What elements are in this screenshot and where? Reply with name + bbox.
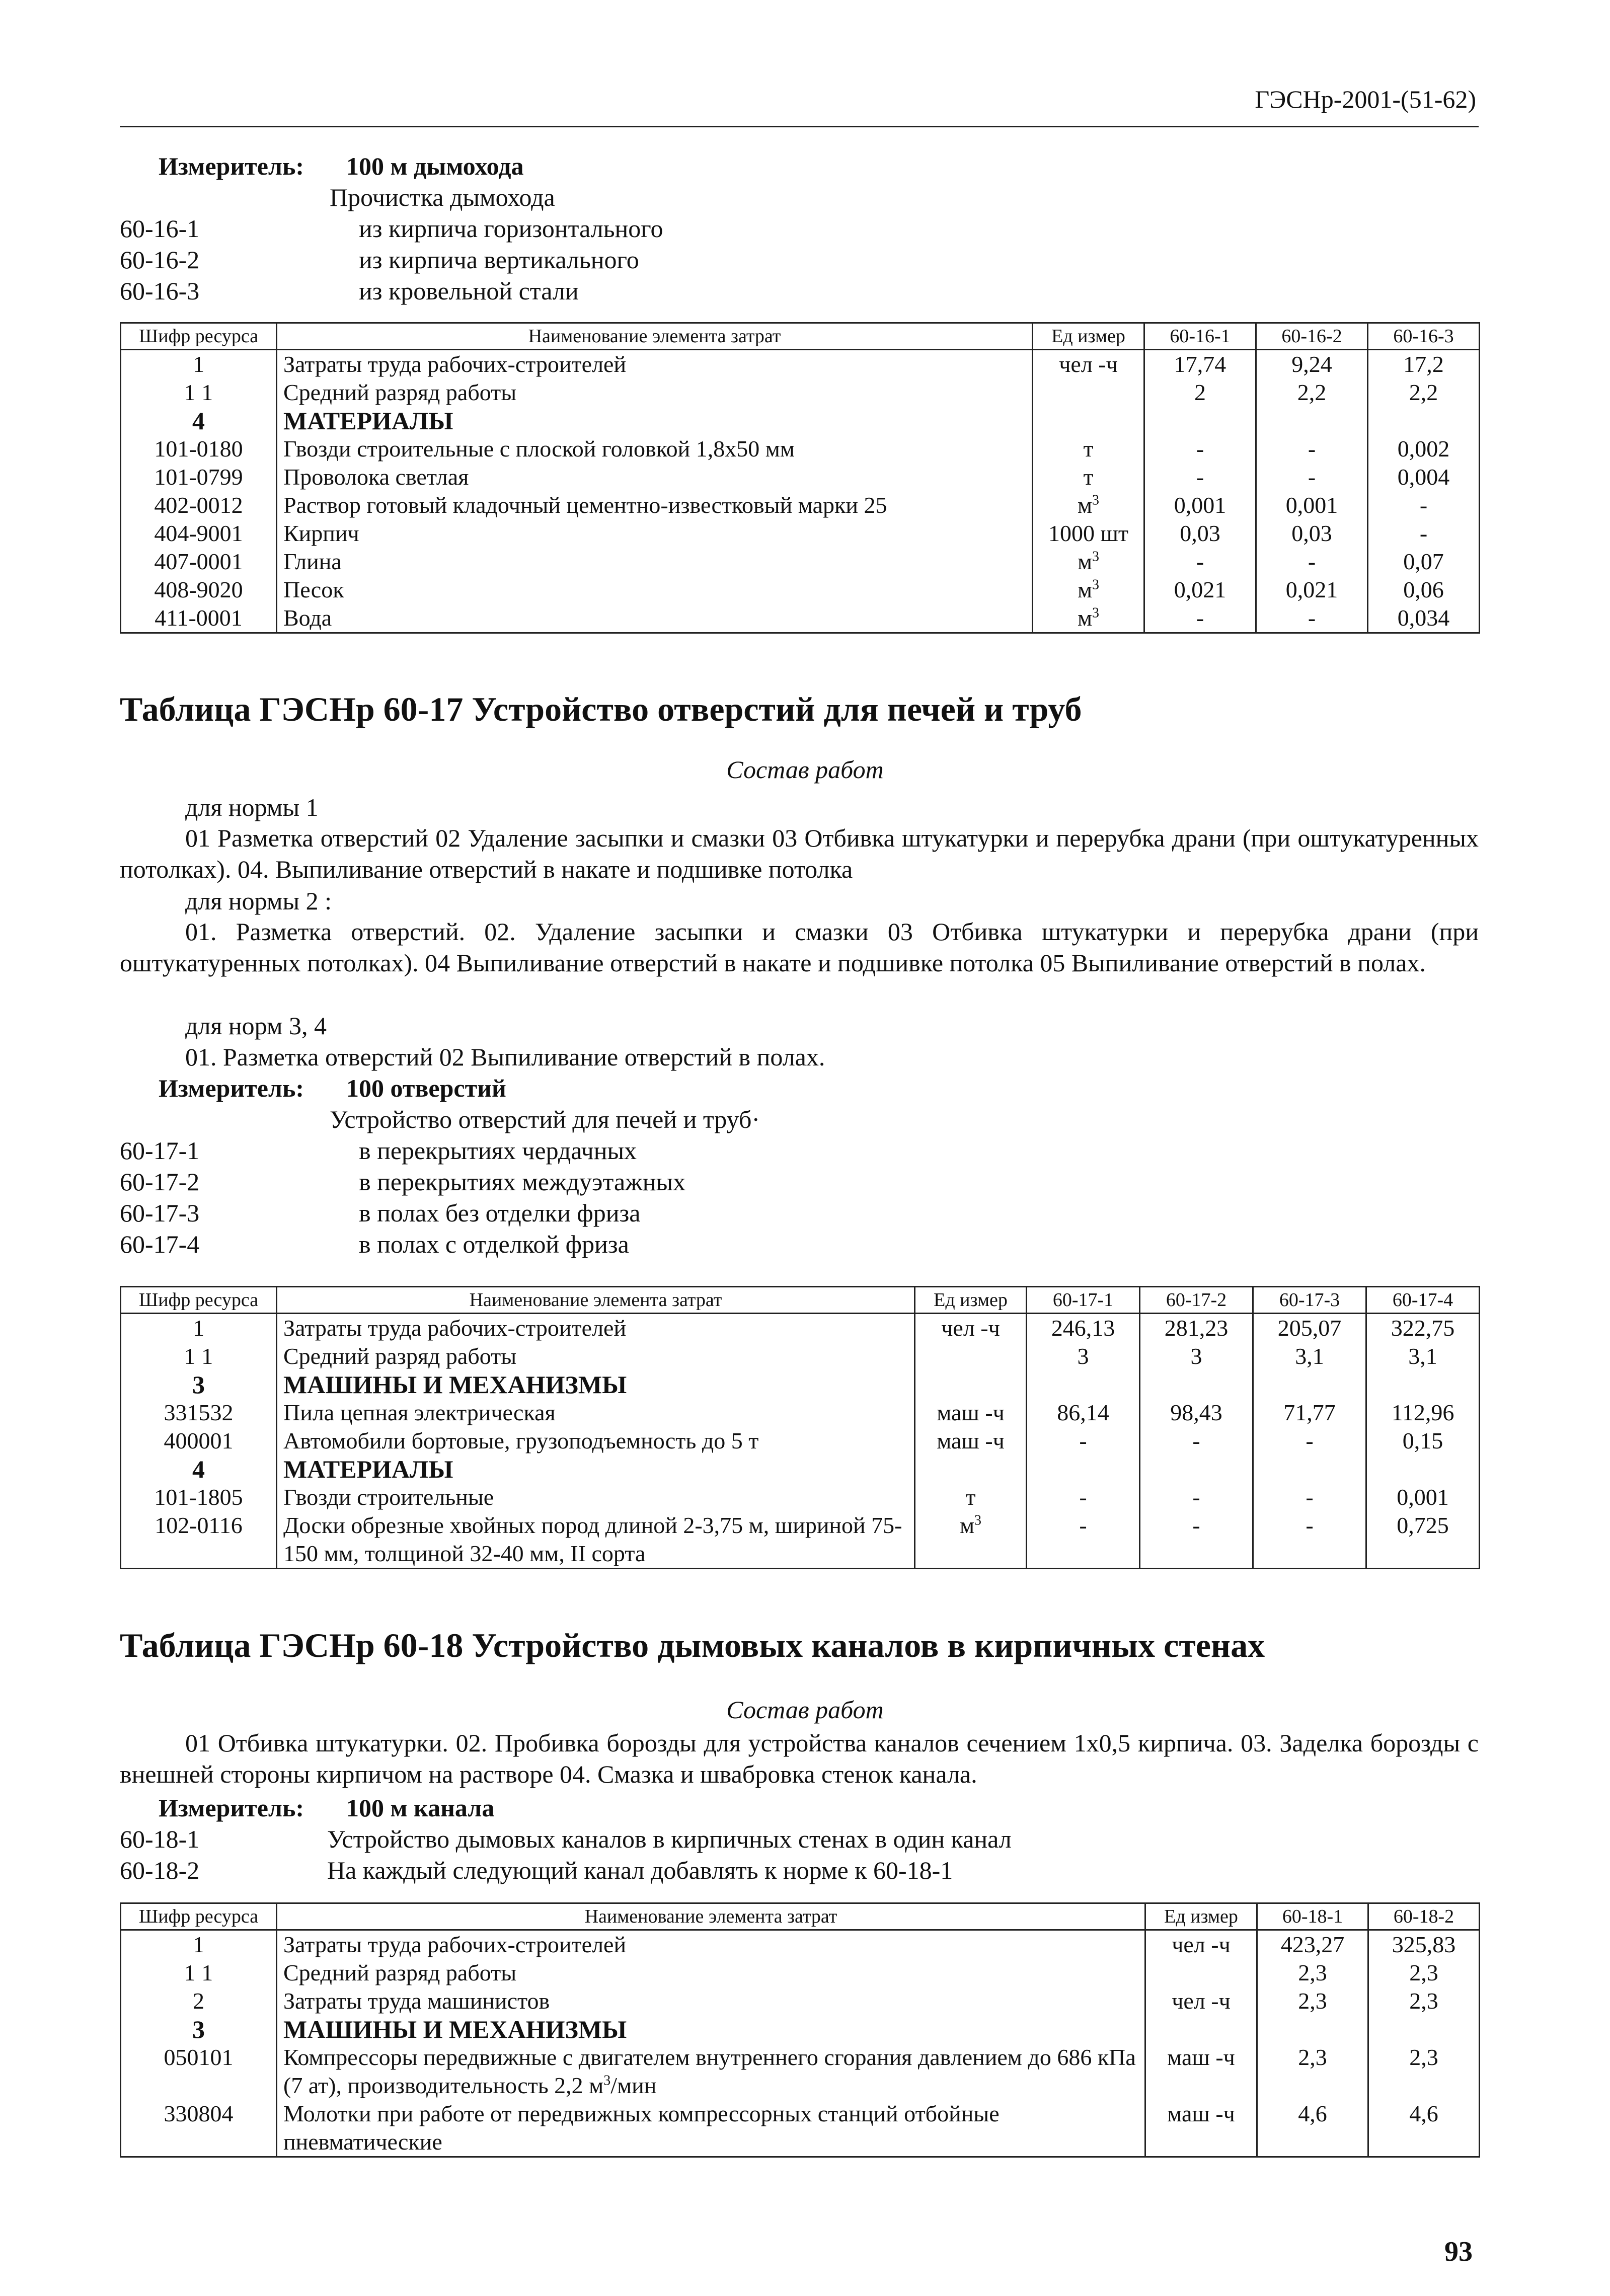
- cost-element-name: Молотки при работе от передвижных компрессорных станций отбойные пневматические: [277, 2100, 1145, 2157]
- norm-value: -: [1256, 604, 1368, 633]
- norm-value: 17,74: [1144, 350, 1256, 379]
- norm-value: 98,43: [1140, 1399, 1253, 1427]
- norm-group-17: Устройство отверстий для печей и труб·: [330, 1105, 760, 1133]
- column-header: Ед измер: [1033, 323, 1144, 350]
- norm-code: 60-16-1: [120, 214, 200, 243]
- column-header: 60-17-4: [1366, 1287, 1480, 1314]
- resource-code: 101-1805: [121, 1483, 277, 1511]
- norm-code: 60-17-1: [120, 1136, 200, 1165]
- norm-value: 3,1: [1253, 1342, 1366, 1370]
- norm-value: 0,021: [1144, 576, 1256, 604]
- column-header: Шифр ресурса: [121, 1903, 277, 1930]
- norm-value: [1140, 1370, 1253, 1399]
- unit: чел -ч: [915, 1314, 1027, 1343]
- resource-code: 3: [121, 2015, 277, 2043]
- norm-name: в полах без отделки фриза: [359, 1199, 641, 1227]
- resource-code: 2: [121, 1987, 277, 2015]
- norm-value: -: [1144, 548, 1256, 576]
- table-row: [121, 604, 1480, 633]
- norm-value: [1366, 1370, 1480, 1399]
- norm-value: 0,004: [1368, 463, 1480, 491]
- unit: [915, 1342, 1027, 1370]
- norm-value: [1253, 1455, 1366, 1483]
- norm-value: -: [1027, 1483, 1140, 1511]
- cost-element-name: Компрессоры передвижные с двигателем внутреннего сгорания давлением до 686 кПа (7 ат), производительность 2,2 $м^3$/мин: [277, 2043, 1145, 2100]
- norm1-text: 01 Разметка отверстий 02 Удаление засыпки и смазки 03 Отбивка штукатурки и перерубка драни (при оштукатуренных потолках). 04. Выпиливание отверстий в накате и подшивке потолка: [120, 824, 1479, 883]
- norm-code: 60-17-2: [120, 1168, 200, 1196]
- column-header: 60-17-3: [1253, 1287, 1366, 1314]
- norm-value: [1368, 2015, 1480, 2043]
- table-row: [121, 2015, 1480, 2043]
- table-row: [121, 463, 1480, 491]
- cost-element-name: МАШИНЫ И МЕХАНИЗМЫ: [277, 2015, 1145, 2043]
- norm-value: 205,07: [1253, 1314, 1366, 1343]
- norm-code: 60-18-2: [120, 1856, 200, 1884]
- norm-name: в полах с отделкой фриза: [359, 1230, 629, 1258]
- norm-value: 0,001: [1366, 1483, 1480, 1511]
- cost-element-name: Проволока светлая: [277, 463, 1033, 491]
- cost-element-name: Средний разряд работы: [277, 378, 1033, 407]
- norm-value: -: [1368, 491, 1480, 519]
- unit: $м^3$: [1033, 604, 1144, 633]
- norm-value: 0,06: [1368, 576, 1480, 604]
- norm-name: из кирпича горизонтального: [359, 214, 663, 243]
- cost-element-name: МАТЕРИАЛЫ: [277, 407, 1033, 435]
- table-row: [121, 548, 1480, 576]
- norm-value: 2,3: [1257, 1987, 1368, 2015]
- norm34-text: 01. Разметка отверстий 02 Выпиливание отверстий в полах.: [185, 1043, 825, 1071]
- resource-code: 1: [121, 350, 277, 379]
- meter-value-18: 100 м канала: [346, 1794, 495, 1822]
- norm-value: [1257, 2015, 1368, 2043]
- norm-value: -: [1256, 548, 1368, 576]
- norm-value: 325,83: [1368, 1930, 1480, 1959]
- column-header: 60-16-2: [1256, 323, 1368, 350]
- norm2-label: для нормы 2 :: [185, 887, 332, 915]
- norm-value: 0,15: [1366, 1427, 1480, 1455]
- unit: т: [1033, 435, 1144, 463]
- column-header: 60-16-3: [1368, 323, 1480, 350]
- table-row: [121, 1314, 1480, 1343]
- norm-code: 60-16-3: [120, 277, 200, 305]
- column-header: 60-17-1: [1027, 1287, 1140, 1314]
- unit: т: [1033, 463, 1144, 491]
- column-header: Наименование элемента затрат: [277, 323, 1033, 350]
- unit: [915, 1370, 1027, 1399]
- page-header: ГЭСНр-2001-(51-62): [1255, 85, 1476, 113]
- norm-name: из кровельной стали: [359, 277, 579, 305]
- resource-code: 1 1: [121, 378, 277, 407]
- norm-value: -: [1256, 435, 1368, 463]
- table-header-row: [121, 323, 1480, 350]
- resource-code: 102-0116: [121, 1511, 277, 1569]
- resource-table-60-17: [120, 1286, 1480, 1569]
- table-row: [121, 2100, 1480, 2157]
- norm-value: 2,3: [1368, 1959, 1480, 1987]
- norm-value: -: [1253, 1511, 1366, 1569]
- norm-value: 0,03: [1144, 519, 1256, 548]
- table-row: [121, 576, 1480, 604]
- norm-value: -: [1140, 1483, 1253, 1511]
- norm-value: 2: [1144, 378, 1256, 407]
- norm-value: 2,3: [1257, 2043, 1368, 2100]
- cost-element-name: Глина: [277, 548, 1033, 576]
- column-header: 60-18-1: [1257, 1903, 1368, 1930]
- cost-element-name: Доски обрезные хвойных пород длиной 2-3,75 м, шириной 75-150 мм, толщиной 32-40 мм, II сорта: [277, 1511, 915, 1569]
- meter-value-17: 100 отверстий: [346, 1074, 506, 1102]
- norm2-text: 01. Разметка отверстий. 02. Удаление засыпки и смазки 03 Отбивка штукатурки и перерубка драни (при оштукатуренных потолках). 04 Выпиливание отверстий в накате и подшивке потолка 05 Выпиливание отверстий в полах.: [120, 917, 1479, 977]
- norm-value: 0,725: [1366, 1511, 1480, 1569]
- norm-name: в перекрытиях междуэтажных: [359, 1168, 686, 1196]
- table-row: [121, 1427, 1480, 1455]
- norm-value: 0,021: [1256, 576, 1368, 604]
- norm-value: [1027, 1370, 1140, 1399]
- unit: $м^3$: [915, 1511, 1027, 1569]
- norm-value: -: [1144, 435, 1256, 463]
- norm-value: [1140, 1455, 1253, 1483]
- norm-value: -: [1140, 1511, 1253, 1569]
- cost-element-name: Вода: [277, 604, 1033, 633]
- norm-value: 0,002: [1368, 435, 1480, 463]
- table-row: [121, 2043, 1480, 2100]
- table-row: [121, 407, 1480, 435]
- norm-value: 0,034: [1368, 604, 1480, 633]
- unit: [1033, 378, 1144, 407]
- cost-element-name: МАТЕРИАЛЫ: [277, 1455, 915, 1483]
- table-row: [121, 1370, 1480, 1399]
- table-row: [121, 1511, 1480, 1569]
- unit: маш -ч: [915, 1427, 1027, 1455]
- resource-code: 4: [121, 1455, 277, 1483]
- norm1-label: для нормы 1: [185, 793, 319, 821]
- unit: [1033, 407, 1144, 435]
- resource-code: 1: [121, 1930, 277, 1959]
- resource-code: 4: [121, 407, 277, 435]
- resource-table-60-18: [120, 1902, 1480, 2158]
- resource-code: 1: [121, 1314, 277, 1343]
- column-header: Шифр ресурса: [121, 1287, 277, 1314]
- table-row: [121, 519, 1480, 548]
- resource-code: 101-0180: [121, 435, 277, 463]
- unit: чел -ч: [1033, 350, 1144, 379]
- work-composition-text-18: 01 Отбивка штукатурки. 02. Пробивка борозды для устройства каналов сечением 1x0,5 кирпича. 03. Заделка борозды с внешней стороны кирпичом на растворе 04. Смазка и швабровка стенок канала.: [120, 1729, 1479, 1788]
- table-title-60-18: Таблица ГЭСНр 60-18 Устройство дымовых каналов в кирпичных стенах: [120, 1626, 1265, 1664]
- unit: маш -ч: [1145, 2100, 1257, 2157]
- norm-value: 2,3: [1368, 1987, 1480, 2015]
- norm-value: -: [1144, 463, 1256, 491]
- unit: [915, 1455, 1027, 1483]
- norm-value: 322,75: [1366, 1314, 1480, 1343]
- norm-value: 86,14: [1027, 1399, 1140, 1427]
- meter-label-18: Измеритель:: [159, 1794, 304, 1822]
- norm-value: 281,23: [1140, 1314, 1253, 1343]
- norm-value: [1253, 1370, 1366, 1399]
- norm-value: 71,77: [1253, 1399, 1366, 1427]
- resource-code: 1 1: [121, 1959, 277, 1987]
- column-header: 60-17-2: [1140, 1287, 1253, 1314]
- table-row: [121, 378, 1480, 407]
- norm-value: [1144, 407, 1256, 435]
- norm-name: из кирпича вертикального: [359, 246, 639, 274]
- norm-value: 2,3: [1368, 2043, 1480, 2100]
- resource-code: 101-0799: [121, 463, 277, 491]
- norm34-label: для норм 3, 4: [185, 1012, 327, 1040]
- norm-value: [1366, 1455, 1480, 1483]
- column-header: Наименование элемента затрат: [277, 1903, 1145, 1930]
- unit: чел -ч: [1145, 1930, 1257, 1959]
- column-header: 60-16-1: [1144, 323, 1256, 350]
- norm-value: -: [1027, 1511, 1140, 1569]
- resource-table-60-16: [120, 322, 1480, 634]
- column-header: Ед измер: [915, 1287, 1027, 1314]
- resource-code: 331532: [121, 1399, 277, 1427]
- cost-element-name: Затраты труда рабочих-строителей: [277, 1930, 1145, 1959]
- unit: маш -ч: [915, 1399, 1027, 1427]
- norm-value: 0,001: [1144, 491, 1256, 519]
- norm-code: 60-17-4: [120, 1230, 200, 1258]
- table-row: [121, 1483, 1480, 1511]
- cost-element-name: Затраты труда машинистов: [277, 1987, 1145, 2015]
- resource-code: 407-0001: [121, 548, 277, 576]
- cost-element-name: Песок: [277, 576, 1033, 604]
- column-header: Наименование элемента затрат: [277, 1287, 915, 1314]
- unit: 1000 шт: [1033, 519, 1144, 548]
- table-row: [121, 1342, 1480, 1370]
- cost-element-name: Затраты труда рабочих-строителей: [277, 1314, 915, 1343]
- unit: т: [915, 1483, 1027, 1511]
- resource-code: 402-0012: [121, 491, 277, 519]
- norm-code: 60-18-1: [120, 1825, 200, 1853]
- cost-element-name: Раствор готовый кладочный цементно-известковый марки 25: [277, 491, 1033, 519]
- norm-value: 2,2: [1256, 378, 1368, 407]
- norm-value: -: [1256, 463, 1368, 491]
- cost-element-name: МАШИНЫ И МЕХАНИЗМЫ: [277, 1370, 915, 1399]
- norm-value: 9,24: [1256, 350, 1368, 379]
- norm-name: Устройство дымовых каналов в кирпичных стенах в один канал: [327, 1825, 1012, 1853]
- norm-value: 3: [1027, 1342, 1140, 1370]
- norm-code: 60-16-2: [120, 246, 200, 274]
- table-row: [121, 1399, 1480, 1427]
- cost-element-name: Средний разряд работы: [277, 1959, 1145, 1987]
- cost-element-name: Затраты труда рабочих-строителей: [277, 350, 1033, 379]
- norm-value: 3: [1140, 1342, 1253, 1370]
- norm-name: в перекрытиях чердачных: [359, 1136, 637, 1165]
- resource-code: 3: [121, 1370, 277, 1399]
- table-row: [121, 435, 1480, 463]
- unit: $м^3$: [1033, 548, 1144, 576]
- table-header-row: [121, 1903, 1480, 1930]
- norm-value: [1368, 407, 1480, 435]
- resource-code: 400001: [121, 1427, 277, 1455]
- table-header-row: [121, 1287, 1480, 1314]
- work-composition-title-17: Состав работ: [726, 755, 884, 784]
- norm-value: 0,001: [1256, 491, 1368, 519]
- norm-value: 0,07: [1368, 548, 1480, 576]
- unit: [1145, 2015, 1257, 2043]
- norm-value: [1027, 1455, 1140, 1483]
- norm-value: 0,03: [1256, 519, 1368, 548]
- norm-value: 423,27: [1257, 1930, 1368, 1959]
- table-row: [121, 491, 1480, 519]
- norm-value: 2,3: [1257, 1959, 1368, 1987]
- norm-value: 112,96: [1366, 1399, 1480, 1427]
- meter-label-17: Измеритель:: [159, 1074, 304, 1102]
- norm-value: -: [1144, 604, 1256, 633]
- page-number: 93: [1444, 2236, 1473, 2267]
- unit: [1145, 1959, 1257, 1987]
- norm-group-16: Прочистка дымохода: [330, 183, 555, 211]
- norm-value: -: [1253, 1427, 1366, 1455]
- norm-value: 2,2: [1368, 378, 1480, 407]
- table-row: [121, 1930, 1480, 1959]
- work-composition-title-18: Состав работ: [726, 1696, 884, 1724]
- unit: маш -ч: [1145, 2043, 1257, 2100]
- norm-value: -: [1027, 1427, 1140, 1455]
- unit: $м^3$: [1033, 491, 1144, 519]
- table-row: [121, 350, 1480, 379]
- norm-value: 4,6: [1368, 2100, 1480, 2157]
- unit: чел -ч: [1145, 1987, 1257, 2015]
- norm-code: 60-17-3: [120, 1199, 200, 1227]
- unit: $м^3$: [1033, 576, 1144, 604]
- resource-code: 330804: [121, 2100, 277, 2157]
- norm-value: 4,6: [1257, 2100, 1368, 2157]
- cost-element-name: Гвозди строительные: [277, 1483, 915, 1511]
- norm-value: 17,2: [1368, 350, 1480, 379]
- column-header: Шифр ресурса: [121, 323, 277, 350]
- table-row: [121, 1987, 1480, 2015]
- cost-element-name: Гвозди строительные с плоской головкой 1,8x50 мм: [277, 435, 1033, 463]
- resource-code: 050101: [121, 2043, 277, 2100]
- meter-value-16: 100 м дымохода: [346, 152, 524, 180]
- norm-value: 3,1: [1366, 1342, 1480, 1370]
- column-header: 60-18-2: [1368, 1903, 1480, 1930]
- header-rule: [120, 126, 1479, 127]
- meter-label-16: Измеритель:: [159, 152, 304, 180]
- resource-code: 411-0001: [121, 604, 277, 633]
- table-row: [121, 1959, 1480, 1987]
- norm-value: -: [1253, 1483, 1366, 1511]
- resource-code: 408-9020: [121, 576, 277, 604]
- norm-value: [1256, 407, 1368, 435]
- resource-code: 1 1: [121, 1342, 277, 1370]
- resource-code: 404-9001: [121, 519, 277, 548]
- cost-element-name: Кирпич: [277, 519, 1033, 548]
- cost-element-name: Автомобили бортовые, грузоподъемность до 5 т: [277, 1427, 915, 1455]
- norm-value: -: [1140, 1427, 1253, 1455]
- norm-value: -: [1368, 519, 1480, 548]
- table-row: [121, 1455, 1480, 1483]
- norm-value: 246,13: [1027, 1314, 1140, 1343]
- cost-element-name: Средний разряд работы: [277, 1342, 915, 1370]
- cost-element-name: Пила цепная электрическая: [277, 1399, 915, 1427]
- column-header: Ед измер: [1145, 1903, 1257, 1930]
- table-title-60-17: Таблица ГЭСНр 60-17 Устройство отверстий для печей и труб: [120, 690, 1082, 728]
- norm-name: На каждый следующий канал добавлять к норме к 60-18-1: [327, 1856, 953, 1884]
